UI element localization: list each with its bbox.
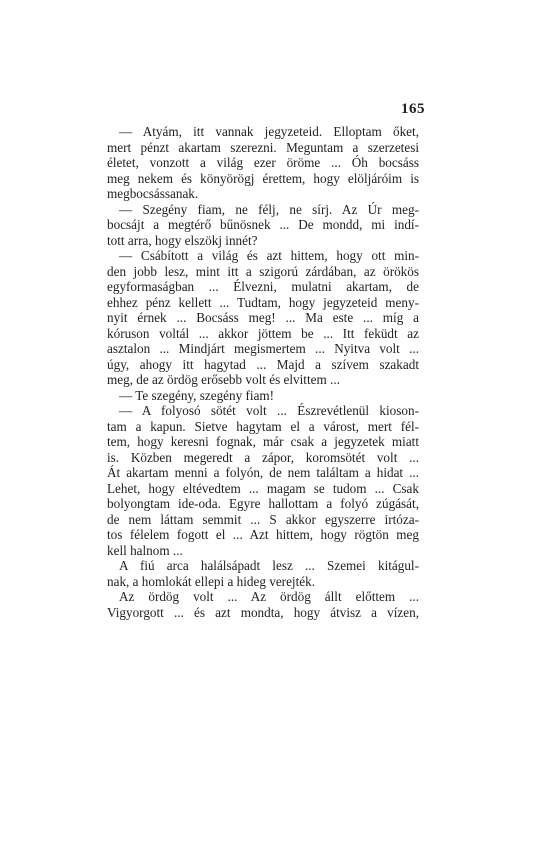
text-line: meg nekem és könyörögj érettem, hogy elöljáróim is	[107, 170, 419, 186]
text-line: ehhez pénz kellett ... Tudtam, hogy jegyzeteid meny-	[107, 294, 419, 310]
text-line: nyit érnek ... Bocsáss meg! ... Ma este ... míg a	[107, 310, 419, 325]
body-text	[107, 124, 419, 620]
text-line: életet, vonzott a világ ezer öröme ... Óh bocsáss	[107, 155, 419, 170]
text-line: de nem láttam semmit ... S akkor egyszerre irtóza-	[107, 511, 419, 527]
text-line: den jobb lesz, mint itt a szigorú zárdában, az örökös	[107, 263, 419, 279]
text-line: — Csábított a világ és azt hittem, hogy ott min-	[119, 248, 419, 263]
text-line: meg, de az ördög erősebb volt és elvittem ...	[107, 372, 340, 387]
text-line: kell halnom ...	[107, 542, 183, 558]
text-line: bolyongtam ide-oda. Egyre hallottam a folyó zúgását,	[107, 496, 419, 511]
text-line: Vigyorgott ... és azt mondta, hogy átvisz a vízen,	[107, 604, 419, 620]
page-number: 165	[401, 101, 425, 117]
text-line: tem, hogy keresni fognak, már csak a jegyzetek miatt	[107, 434, 419, 449]
text-line: tott arra, hogy elszökj innét?	[107, 232, 258, 248]
text-line: asztalon ... Mindjárt megismertem ... Nyitva volt ...	[107, 341, 419, 356]
text-line: tam a kapun. Sietve hagytam el a várost, mert fél-	[107, 418, 419, 434]
text-line: úgy, ahogy itt hagytad ... Majd a szívem szakadt	[107, 356, 419, 372]
text-line: megbocsássanak.	[107, 186, 199, 201]
text-line: kóruson voltál ... akkor jöttem be ... Itt feküdt az	[107, 325, 419, 341]
text-line: — Atyám, itt vannak jegyzeteid. Elloptam őket,	[119, 124, 419, 139]
text-line: — Te szegény, szegény fiam!	[119, 387, 275, 403]
text-line: tos félelem fogott el ... Azt hittem, hogy rögtön meg	[107, 527, 419, 542]
text-line: Az ördög volt ... Az ördög állt előttem ...	[119, 589, 419, 604]
text-line: Lehet, hogy eltévedtem ... magam se tudom ... Csak	[107, 480, 419, 496]
text-line: — Szegény fiam, ne félj, ne sírj. Az Úr meg-	[119, 201, 419, 217]
text-line: Át akartam menni a folyón, de nem találtam a hidat ...	[107, 465, 419, 480]
text-line: nak, a homlokát ellepi a hideg verejték.	[107, 573, 315, 589]
text-line: bocsájt a megtérő bűnösnek ... De mondd, mi indí-	[107, 217, 419, 232]
text-line: mert pénzt akartam szerezni. Meguntam a szerzetesi	[107, 139, 419, 155]
text-line: A fiú arca halálsápadt lesz ... Szemei kitágul-	[119, 558, 419, 573]
text-line: is. Közben megeredt a zápor, koromsötét volt ...	[107, 449, 419, 465]
text-line: egyformaságban ... Élvezni, mulatni akartam, de	[107, 279, 419, 294]
text-line: — A folyosó sötét volt ... Észrevétlenül kioson-	[119, 403, 419, 418]
